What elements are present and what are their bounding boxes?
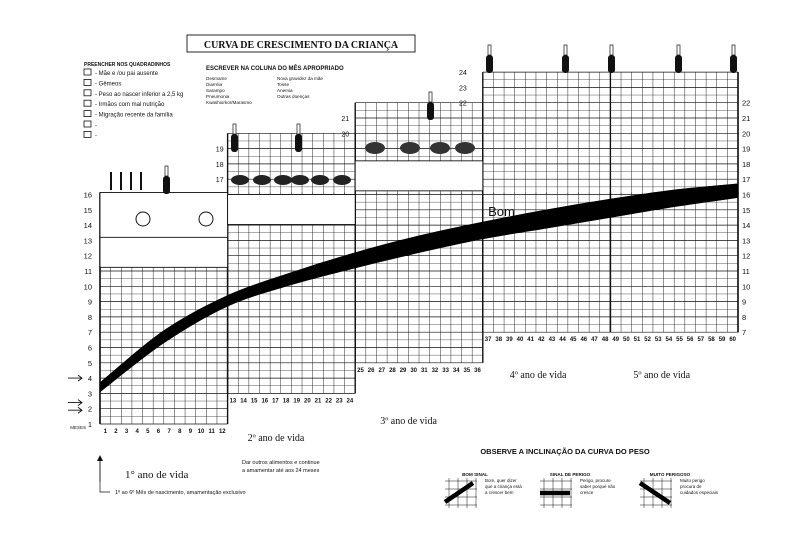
reference-arrow (68, 400, 82, 406)
checklist-heading: PREENCHER NOS QUADRADINHOS (84, 62, 171, 68)
checklist-item: - Gêmeos (95, 81, 122, 88)
legend-very-danger-label: MUITO PERIGOSO (649, 472, 691, 477)
month-tick-label: 59 (718, 337, 726, 344)
legend-danger-text: saber porque não (580, 484, 616, 489)
month-tick-label: 51 (633, 337, 641, 344)
month-tick-label: 37 (484, 337, 492, 344)
left-tick-label: 9 (87, 297, 92, 307)
left-tick-label: 6 (87, 343, 92, 353)
legend-good-label: BOM SINAL (462, 472, 488, 477)
year2-label: 2º ano de vida (247, 433, 305, 444)
month-tick-label: 40 (516, 337, 524, 344)
food-icon (455, 142, 475, 154)
bottle-neck (610, 45, 613, 55)
top-tick-label: 23 (459, 85, 467, 93)
month-tick-label: 58 (708, 337, 715, 344)
left-tick-label: 4 (87, 374, 92, 384)
month-tick-label: 5 (146, 429, 150, 435)
month-tick-label: 22 (325, 398, 332, 405)
month-tick-label: 35 (463, 367, 471, 374)
bottle-icon (231, 124, 238, 152)
right-tick-label: 19 (742, 144, 751, 154)
utensil-icon (120, 172, 122, 190)
legend-good-text: que a criança está (485, 484, 522, 489)
condition-item: Pneumonia (206, 94, 230, 99)
month-tick-label: 28 (389, 367, 396, 374)
month-tick-label: 26 (367, 367, 375, 374)
year3-label: 3º ano de vida (380, 416, 437, 427)
month-tick-label: 7 (167, 429, 171, 435)
exclusive-arrow-head (97, 455, 103, 461)
month-tick-label: 17 (272, 398, 279, 405)
month-tick-label: 53 (654, 337, 662, 344)
legend-good-text: Bom, quer dizer (485, 478, 517, 483)
checklist-item: - Mãe e /ou pai ausente (95, 71, 159, 77)
right-tick-label: 17 (742, 175, 751, 185)
right-tick-label: 11 (742, 267, 750, 276)
month-tick-label: 44 (559, 337, 566, 344)
checkbox (84, 131, 91, 137)
bottle-icon (730, 45, 737, 73)
checklist-item: - (95, 133, 97, 140)
bottle-neck (732, 45, 735, 55)
right-tick-label: 20 (742, 129, 751, 139)
month-tick-label: 11 (208, 429, 215, 435)
bottle-body (730, 55, 737, 73)
food-icon (365, 142, 385, 154)
month-tick-label: 39 (506, 337, 513, 344)
month-tick-label: 38 (495, 337, 503, 344)
legend-very-danger-text: procura de (680, 484, 702, 489)
month-tick-label: 52 (644, 337, 651, 344)
month-tick-label: 18 (282, 398, 290, 405)
month-tick-label: 36 (474, 367, 481, 374)
reference-arrow (68, 375, 82, 381)
right-tick-label: 7 (742, 328, 747, 338)
left-tick-label: 7 (87, 328, 92, 338)
icon-box-year1 (100, 193, 228, 238)
right-tick-label: 13 (742, 236, 751, 246)
checklist-item: - (95, 123, 97, 129)
right-tick-label: 12 (742, 251, 751, 261)
food-icon (274, 175, 292, 185)
left-tick-label: 11 (84, 267, 92, 276)
month-tick-label: 43 (548, 337, 556, 344)
utensil-icon (110, 172, 112, 190)
month-tick-label: 46 (580, 337, 588, 344)
condition-item: Nova gravidez da mãe (277, 76, 323, 81)
legend-very-danger-text: cuidados especiais (680, 490, 719, 495)
checkbox (84, 111, 91, 117)
month-tick-label: 57 (697, 337, 705, 344)
bottle-icon (427, 92, 434, 120)
left-tick-label: 10 (83, 282, 92, 292)
left-tick-label: 5 (87, 358, 92, 368)
bottle-neck (488, 45, 491, 55)
bottle-body (608, 55, 615, 73)
food-icon (291, 175, 309, 185)
bottle-body (231, 134, 238, 152)
condition-item: Desmame (206, 76, 227, 81)
bottle-neck (297, 124, 300, 134)
bottle-neck (233, 124, 236, 134)
legend-heading: OBSERVE A INCLINAÇÃO DA CURVA DO PESO (480, 447, 650, 456)
left-tick-label: 8 (87, 312, 92, 322)
checkbox (84, 79, 91, 85)
bottle-icon (295, 124, 302, 152)
condition-item: Anemia (277, 88, 293, 93)
year5-label: 5º ano de vida (633, 370, 691, 381)
bottle-icon (486, 45, 493, 73)
year1-label: 1° ano de vida (125, 469, 189, 481)
left-tick-label: 1 (87, 420, 92, 429)
month-tick-label: 49 (612, 337, 620, 344)
month-tick-label: 55 (676, 337, 683, 344)
step-tick-label: 17 (215, 177, 224, 185)
month-tick-label: 16 (261, 398, 269, 405)
month-tick-label: 15 (250, 398, 258, 405)
checklist-item: - Migração recente da família (95, 112, 173, 119)
left-tick-label: 3 (87, 389, 92, 399)
months-label: MESES (70, 425, 86, 430)
left-tick-label: 15 (83, 205, 92, 215)
bottle-icon (675, 45, 682, 73)
right-tick-label: 8 (742, 312, 747, 322)
bottle-body (675, 55, 682, 73)
checkbox (84, 121, 91, 127)
year4-label: 4º ano de vida (509, 370, 567, 381)
month-tick-label: 19 (293, 398, 301, 405)
month-tick-label: 32 (431, 367, 439, 374)
right-tick-label: 10 (742, 282, 751, 292)
right-tick-label: 22 (742, 98, 751, 108)
icon-box-year1-lower (100, 237, 228, 267)
checklist-item: - Peso ao nascer inferior a 2,5 kg (95, 91, 184, 98)
checkbox (84, 90, 91, 96)
bottle-body (486, 55, 493, 73)
right-tick-label: 14 (742, 221, 751, 231)
bottle-neck (564, 45, 567, 55)
bottle-body (295, 134, 302, 152)
month-tick-label: 48 (601, 337, 609, 344)
utensil-icon (140, 172, 142, 190)
food-icon (231, 175, 249, 185)
top-tick-label: 22 (459, 100, 467, 108)
month-tick-label: 47 (591, 337, 598, 344)
bottle-neck (165, 166, 168, 176)
left-tick-label: 16 (83, 190, 92, 200)
month-tick-label: 45 (569, 337, 577, 344)
legend-danger-text: Perigo, procure (580, 478, 611, 483)
step-tick-label: 19 (215, 146, 224, 154)
condition-item: Tosse (277, 82, 289, 87)
month-tick-label: 54 (665, 337, 673, 344)
right-tick-label: 18 (742, 159, 751, 169)
bottle-body (427, 102, 434, 120)
month-tick-label: 60 (729, 337, 737, 344)
step-tick-label: 21 (341, 116, 350, 123)
condition-item: Outras doenças (277, 94, 310, 99)
step-tick-label: 18 (215, 161, 224, 169)
note-exclusive: 1º ao 6º Mês de nascimento, amamentação exclusivo (115, 490, 246, 496)
legend-good (445, 478, 477, 508)
legend-good-text: a crescer bem (485, 490, 514, 495)
exclusive-connector (100, 482, 110, 492)
month-tick-label: 1 (103, 429, 107, 435)
food-icon (333, 175, 351, 185)
month-tick-label: 8 (178, 429, 182, 435)
month-tick-label: 31 (420, 367, 428, 374)
month-tick-label: 20 (304, 398, 311, 405)
month-tick-label: 42 (537, 337, 545, 344)
left-tick-label: 2 (87, 404, 92, 414)
month-tick-label: 33 (442, 367, 449, 374)
month-tick-label: 30 (410, 367, 418, 374)
note-continue: Dar outros alimentos e continue (242, 460, 320, 466)
bottle-neck (429, 92, 432, 102)
month-tick-label: 2 (114, 429, 118, 435)
icon-box-year2 (228, 195, 356, 225)
left-tick-label: 12 (83, 251, 92, 261)
top-tick-label: 24 (459, 70, 467, 78)
month-tick-label: 9 (188, 429, 193, 435)
month-tick-label: 34 (452, 367, 460, 374)
left-tick-label: 14 (83, 221, 92, 231)
food-icon (430, 142, 450, 154)
legend-danger (540, 478, 572, 508)
right-tick-label: 15 (742, 205, 751, 215)
right-tick-label: 9 (742, 297, 747, 307)
month-tick-label: 4 (135, 429, 139, 435)
utensil-icon (130, 172, 132, 190)
reference-arrow (68, 407, 82, 413)
food-icon (311, 175, 329, 185)
bottle-icon (562, 45, 569, 73)
condition-item: Diarréia (206, 82, 223, 87)
legend-very-danger (640, 478, 672, 508)
step-tick-label: 20 (341, 131, 350, 139)
month-tick-label: 23 (335, 398, 343, 405)
month-tick-label: 50 (623, 337, 630, 344)
legend-danger-label: SINAL DE PERIGO (549, 472, 591, 477)
bottle-icon (163, 166, 170, 194)
month-tick-label: 6 (156, 429, 161, 435)
band-label: Bom (488, 203, 515, 219)
food-icon (400, 142, 420, 154)
legend-very-danger-stroke (640, 483, 670, 503)
month-tick-label: 24 (346, 398, 354, 405)
month-tick-label: 29 (399, 367, 407, 374)
instructions-heading: ESCREVER NA COLUNA DO MÊS APROPRIADO (206, 66, 344, 72)
icon-box-year3 (355, 161, 483, 191)
bottle-body (163, 176, 170, 194)
bottle-body (562, 55, 569, 73)
checkbox (84, 69, 91, 75)
month-tick-label: 21 (314, 398, 322, 405)
month-tick-label: 41 (527, 337, 534, 344)
month-tick-label: 3 (124, 429, 129, 435)
month-tick-label: 12 (218, 429, 226, 435)
food-icon (253, 175, 271, 185)
legend-very-danger-text: Muito perigo (680, 478, 705, 483)
right-tick-label: 16 (742, 190, 751, 200)
month-tick-label: 10 (197, 429, 205, 435)
condition-item: Kwashiorkor/Marasmo (206, 100, 252, 105)
legend-danger-text: cresce (580, 490, 594, 495)
bottle-neck (677, 45, 680, 55)
month-tick-label: 27 (378, 367, 386, 374)
month-tick-label: 13 (229, 398, 237, 405)
month-tick-label: 56 (686, 337, 694, 344)
left-tick-label: 13 (83, 236, 92, 246)
condition-item: Sarampo (206, 88, 225, 93)
bottle-icon (608, 45, 615, 73)
checkbox (84, 100, 91, 106)
note-continue-2: a amamentar até aos 24 meses (242, 468, 320, 474)
right-tick-label: 21 (742, 114, 751, 123)
chart-title: CURVA DE CRESCIMENTO DA CRIANÇA (203, 40, 399, 51)
checklist-item: - Irmãos com mal nutrição (95, 102, 165, 109)
month-tick-label: 14 (240, 398, 247, 405)
month-tick-label: 25 (357, 367, 364, 374)
